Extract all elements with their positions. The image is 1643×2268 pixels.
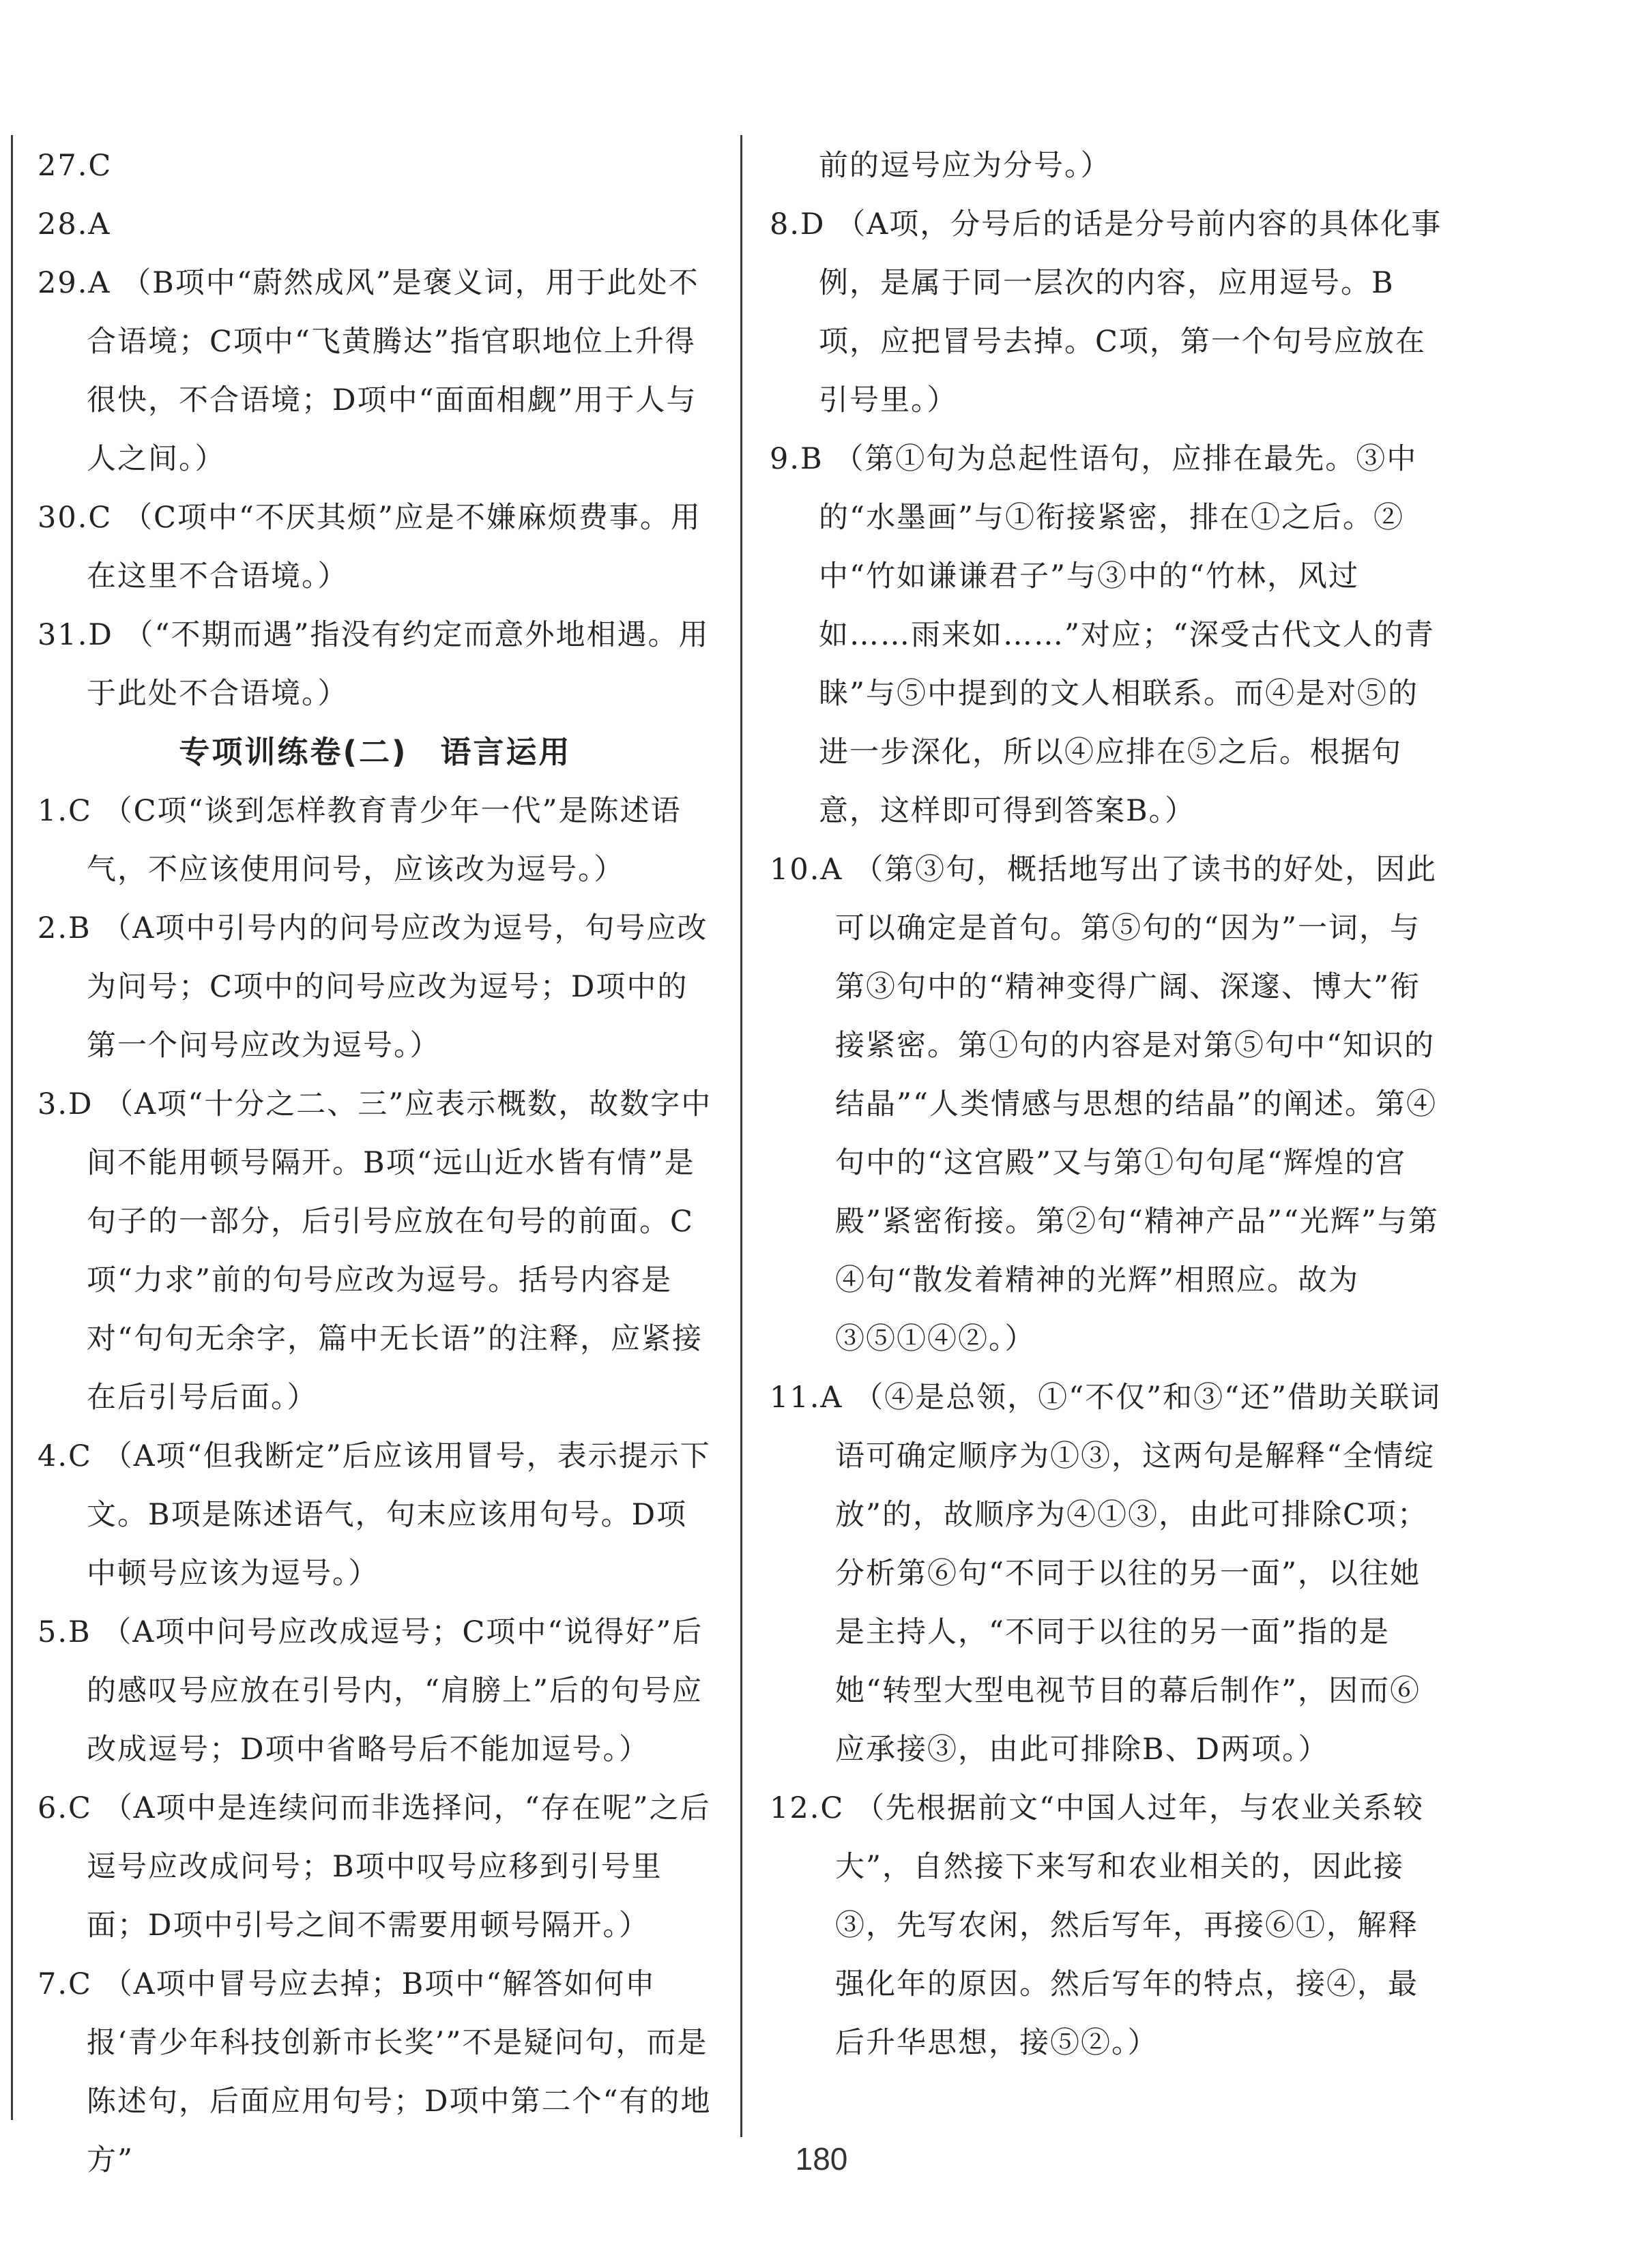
right-column (770, 136, 1445, 2072)
answer-item: 31.D （“不期而遇”指没有约定而意外地相遇。用于此处不合语境。） (38, 618, 710, 711)
answer-item: 29.A （B项中“蔚然成风”是褒义词，用于此处不合语境；C项中“飞黄腾达”指官职地位上升得很快，不合语境；D项中“面面相觑”用于人与人之间。） (38, 266, 699, 476)
answer-item: 8.D （A项，分号后的话是分号前内容的具体化事例，是属于同一层次的内容，应用逗号。B项，应把冒号去掉。C项，第一个句号应放在引号里。） (770, 207, 1442, 417)
answer-item: 10.A （第③句，概括地写出了读书的好处，因此可以确定是首句。第⑤句的“因为”一词，与第③句中的“精神变得广阔、深邃、博大”衔接紧密。第①句的内容是对第⑤句中“知识的结晶”“人类情感与思想的结晶”的阐述。第④句中的“这宫殿”又与第①句句尾“辉煌的宫殿”紧密衔接。第②句“精神产品”“光辉”与第④句“散发着精神的光辉”相照应。故为③⑤①④②。） (770, 853, 1439, 1356)
answer-item: 5.B （A项中问号应改成逗号；C项中“说得好”后的感叹号应放在引号内，“肩膀上”后的句号应改成逗号；D项中省略号后不能加逗号。） (38, 1615, 703, 1767)
answer-item: 9.B （第①句为总起性语句，应排在最先。③中的“水墨画”与①衔接紧密，排在①之后。②中“竹如谦谦君子”与③中的“竹林，风过如……雨来如……”对应；“深受古代文人的青睐”与⑤中提到的文人相联系。而④是对⑤的进一步深化，所以④应排在⑤之后。根据句意，这样即可得到答案B。） (770, 442, 1435, 828)
answer-item: 30.C （C项中“不厌其烦”应是不嫌麻烦费事。用在这里不合语境。） (38, 501, 701, 593)
page-number: 180 (795, 2141, 848, 2177)
left-column (38, 136, 713, 2190)
answer-item: 6.C （A项中是连续问而非选择问，“存在呢”之后逗号应改成问号；B项中叹号应移到引号里面；D项中引号之间不需要用顿号隔开。） (38, 1791, 711, 1943)
answer-item: 11.A （④是总领，①“不仅”和③“还”借助关联词语可确定顺序为①③，这两句是解释“全情绽放”的，故顺序为④①③，由此可排除C项；分析第⑥句“不同于以往的另一面”，以往她是主持人，“不同于以往的另一面”指的是她“转型大型电视节目的幕后制作”，因而⑥应承接③，由此可排除B、D两项。） (770, 1381, 1442, 1767)
answer-item: 3.D （A项“十分之二、三”应表示概数，故数字中间不能用顿号隔开。B项“远山近水皆有情”是句子的一部分，后引号应放在句号的前面。C项“力求”前的句号应改为逗号。括号内容是对“句句无余字，篇中无长语”的注释，应紧接在后引号后面。） (38, 1087, 712, 1415)
left-margin-rule (11, 135, 13, 2120)
column-divider-rule (740, 135, 742, 2137)
answer-item: 12.C （先根据前文“中国人过年，与农业关系较大”，自然接下来写和农业相关的，因此接③，先写农闲，然后写年，再接⑥①，解释强化年的原因。然后写年的特点，接④，最后升华思想，接⑤②。） (770, 1791, 1424, 2060)
answer-item: 1.C （C项“谈到怎样教育青少年一代”是陈述语气，不应该使用问号，应该改为逗号。） (38, 794, 682, 887)
answer-item: 4.C （A项“但我断定”后应该用冒号，表示提示下文。B项是陈述语气，句末应该用句号。D项中顿号应该为逗号。） (38, 1439, 711, 1591)
answer-item: 28.A (38, 207, 111, 241)
answer-item: 7.C （A项中冒号应去掉；B项中“解答如何申报‘青少年科技创新市长奖’”不是疑问句，而是陈述句，后面应用句号；D项中第二个“有的地方” (38, 1967, 712, 2177)
answer-item: 2.B （A项中引号内的问号应改为逗号，句号应改为问号；C项中的问号应改为逗号；D项中的第一个问号应改为逗号。） (38, 911, 708, 1063)
section-heading: 专项训练卷(二) 语言运用 (179, 734, 572, 770)
answer-continuation: 前的逗号应为分号。） (819, 149, 1111, 183)
answer-item: 27.C (38, 149, 113, 183)
